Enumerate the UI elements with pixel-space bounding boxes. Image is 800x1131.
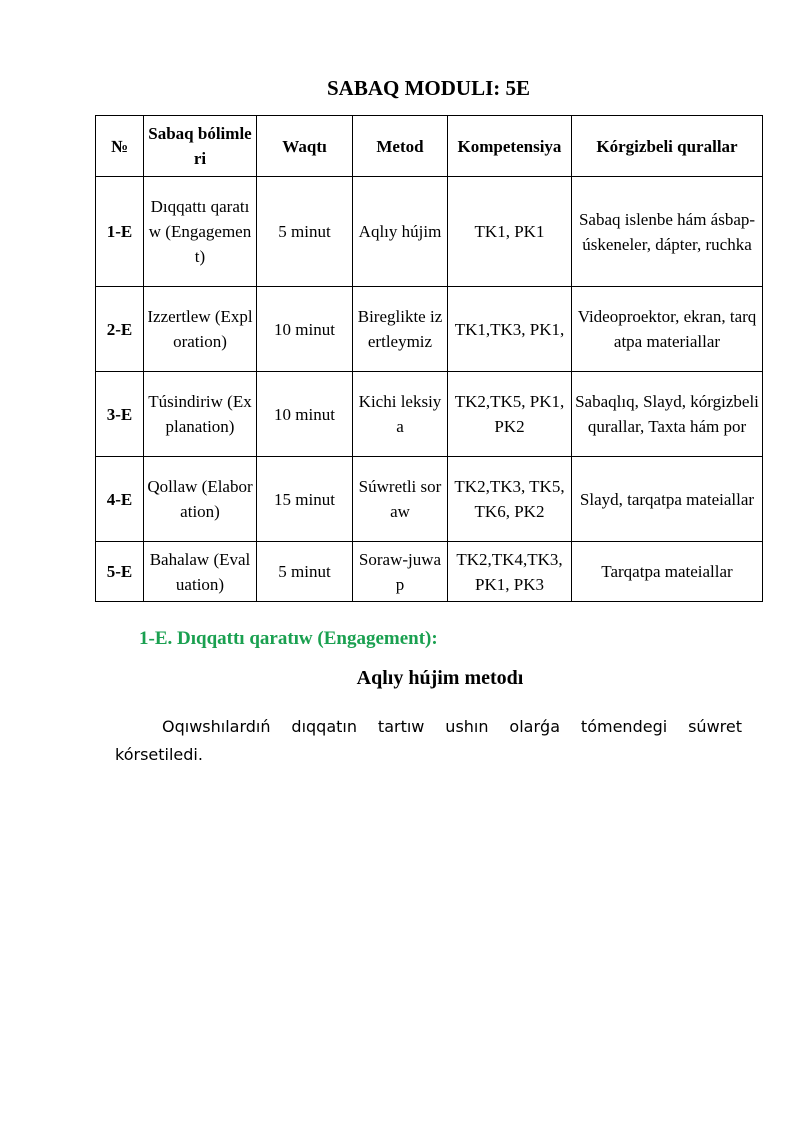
header-number: №	[96, 116, 144, 177]
header-competency: Kompetensiya	[448, 116, 572, 177]
row-method: Soraw-juwap	[353, 542, 448, 602]
table-row	[96, 287, 763, 372]
row-competency: TK1,TK3, PK1,	[448, 287, 572, 372]
row-visual-aids: Sabaqlıq, Slayd, kórgizbeli qurallar, Taxta hám por	[572, 372, 763, 457]
row-section: Qollaw (Elaboration)	[144, 457, 257, 542]
table-row	[96, 457, 763, 542]
row-method: Bireglikte izertleymiz	[353, 287, 448, 372]
row-number: 3-E	[96, 372, 144, 457]
header-sections: Sabaq bólimleri	[144, 116, 257, 177]
row-number: 2-E	[96, 287, 144, 372]
body-paragraph: Oqıwshılardıń dıqqatın tartıw ushın olarǵa tómendegi súwret kórsetiledi.	[115, 717, 742, 764]
row-method: Súwretli soraw	[353, 457, 448, 542]
row-number: 1-E	[96, 177, 144, 287]
row-method: Aqlıy hújim	[353, 177, 448, 287]
row-competency: TK1, PK1	[448, 177, 572, 287]
row-time: 15 minut	[257, 457, 353, 542]
table-row	[96, 542, 763, 602]
header-time: Waqtı	[257, 116, 353, 177]
row-visual-aids: Sabaq islenbe hám ásbap-úskeneler, dápter, ruchka	[572, 177, 763, 287]
row-time: 5 minut	[257, 542, 353, 602]
row-time: 5 minut	[257, 177, 353, 287]
row-competency: TK2,TK4,TK3, PK1, PK3	[448, 542, 572, 602]
lesson-plan-table	[95, 115, 763, 602]
row-number: 4-E	[96, 457, 144, 542]
table-row	[96, 372, 763, 457]
row-competency: TK2,TK5, PK1, PK2	[448, 372, 572, 457]
row-section: Bahalaw (Evaluation)	[144, 542, 257, 602]
row-time: 10 minut	[257, 287, 353, 372]
page-title: SABAQ MODULI: 5E	[326, 76, 531, 100]
row-method: Kichi leksiya	[353, 372, 448, 457]
row-time: 10 minut	[257, 372, 353, 457]
row-section: Dıqqattı qaratıw (Engagement)	[144, 177, 257, 287]
header-visual-aids: Kórgizbeli qurallar	[572, 116, 763, 177]
row-section: Túsindiriw (Explanation)	[144, 372, 257, 457]
table-row	[96, 177, 763, 287]
table-header-row	[96, 116, 763, 177]
section-heading: 1-E. Dıqqattı qaratıw (Engagement):	[139, 628, 438, 649]
header-method: Metod	[353, 116, 448, 177]
row-visual-aids: Slayd, tarqatpa mateiallar	[572, 457, 763, 542]
row-visual-aids: Videoproektor, ekran, tarqatpa materiallar	[572, 287, 763, 372]
row-number: 5-E	[96, 542, 144, 602]
row-competency: TK2,TK3, TK5,TK6, PK2	[448, 457, 572, 542]
row-visual-aids: Tarqatpa mateiallar	[572, 542, 763, 602]
row-section: Izzertlew (Exploration)	[144, 287, 257, 372]
method-heading: Aqlıy hújim metodı	[356, 667, 524, 689]
